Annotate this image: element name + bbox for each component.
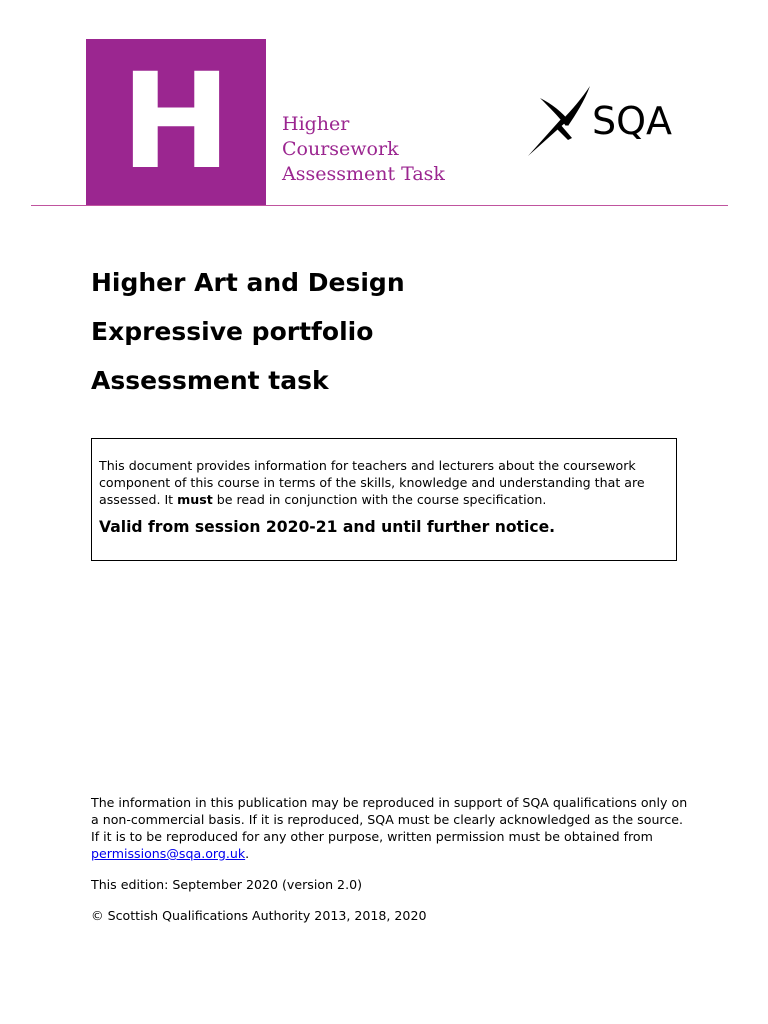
info-text-part: be read in conjunction with the course specification. [212, 492, 547, 507]
copyright-notice: © Scottish Qualifications Authority 2013, 2018, 2020 [91, 908, 427, 923]
info-box [91, 438, 677, 561]
document-subtitle-line: Expressive portfolio [91, 317, 374, 346]
reproduction-notice [91, 794, 691, 862]
course-type-line: Coursework [282, 138, 399, 160]
higher-level-badge: H [86, 39, 266, 205]
info-emphasis: must [177, 492, 213, 507]
document-title [91, 258, 405, 405]
document-subtitle-line: Assessment task [91, 366, 329, 395]
course-type-line: Assessment Task [282, 163, 445, 185]
legal-notice [91, 794, 691, 938]
sqa-logo [526, 84, 672, 158]
reproduction-end: . [245, 846, 250, 861]
permissions-email-link[interactable]: permissions@sqa.org.uk [91, 846, 246, 861]
course-type-title [282, 112, 445, 187]
sqa-logo-text: SQA [592, 99, 672, 143]
edition-info: This edition: September 2020 (version 2.0) [91, 877, 362, 892]
reproduction-text: The information in this publication may be reproduced in support of SQA qualifications only on a non-commercial basis. If it is reproduced, SQA must be clearly acknowledged as the source. If it is to be reproduced for any other purpose, written permission must be obtained from [91, 795, 688, 844]
info-text-part: This document provides information for teachers and lecturers about the coursework component of this course in terms of the skills, knowledge and understanding that are assessed. It [99, 458, 645, 507]
document-title-line: Higher Art and Design [91, 268, 405, 297]
info-description [99, 457, 668, 508]
course-type-line: Higher [282, 113, 350, 135]
validity-notice: Valid from session 2020-21 and until further notice. [99, 518, 556, 536]
header-divider [31, 205, 728, 206]
